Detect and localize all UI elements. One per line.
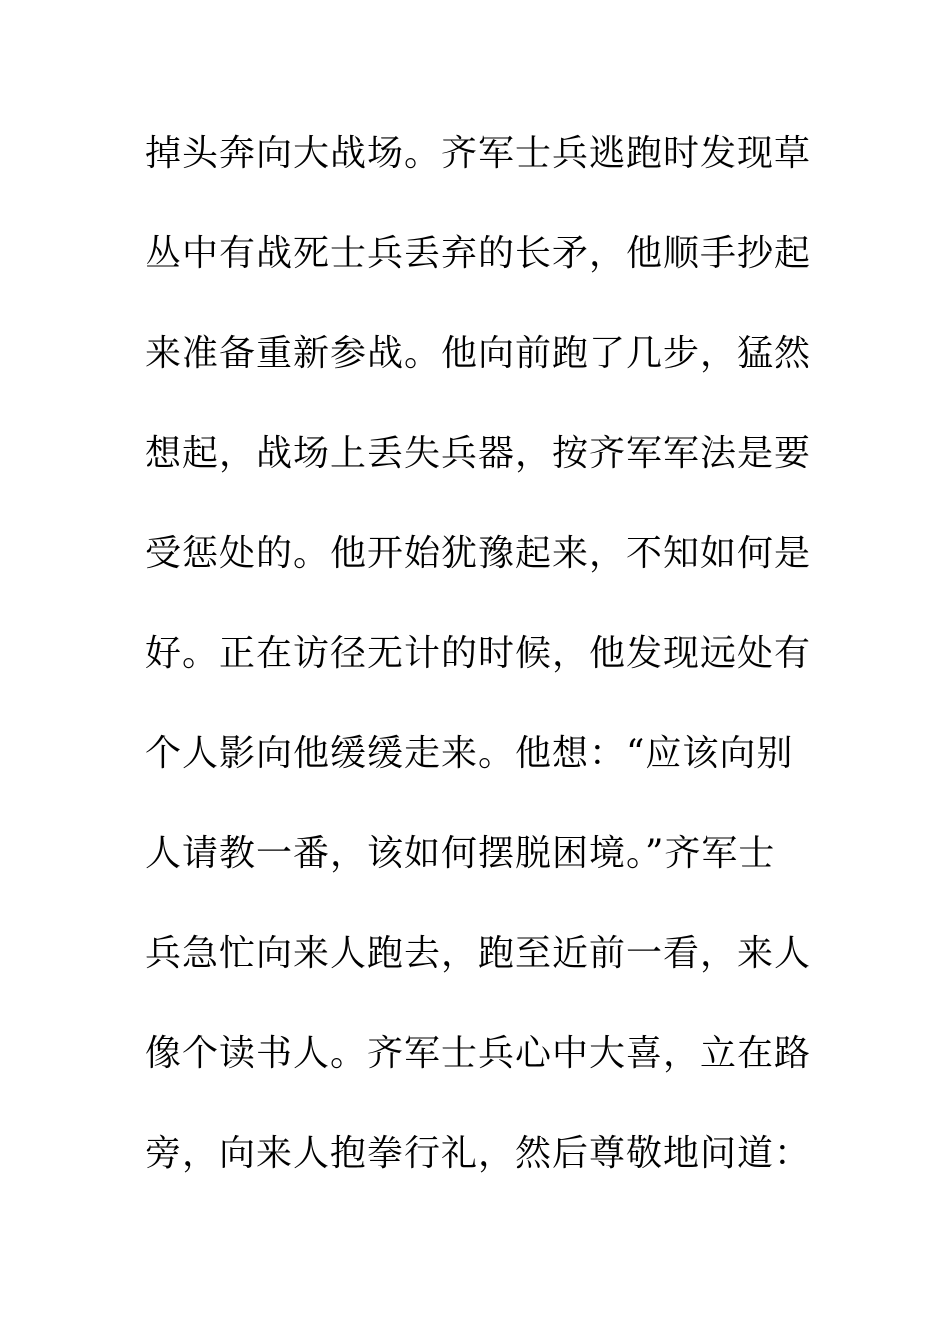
text-line: 想起，战场上丢失兵器，按齐军军法是要 [145, 433, 812, 474]
text-line: 像个读书人。齐军士兵心中大喜，立在路 [145, 1033, 812, 1074]
body-text [145, 124, 815, 1224]
text-line: 个人影向他缓缓走来。他想：“应该向别 [145, 733, 794, 774]
text-line: 好。正在访径无计的时候，他发现远处有 [145, 633, 812, 674]
text-line: 丛中有战死士兵丢弃的长矛，他顺手抄起 [145, 233, 812, 274]
text-line: 受惩处的。他开始犹豫起来，不知如何是 [145, 533, 812, 574]
text-line: 兵急忙向来人跑去，跑至近前一看，来人 [145, 933, 812, 974]
text-line: 来准备重新参战。他向前跑了几步，猛然 [145, 333, 812, 374]
text-line: 人请教一番，该如何摆脱困境。”齐军士 [145, 833, 776, 874]
text-line: 旁，向来人抱拳行礼，然后尊敬地问道： [145, 1133, 812, 1174]
text-line: 掉头奔向大战场。齐军士兵逃跑时发现草 [145, 133, 812, 174]
